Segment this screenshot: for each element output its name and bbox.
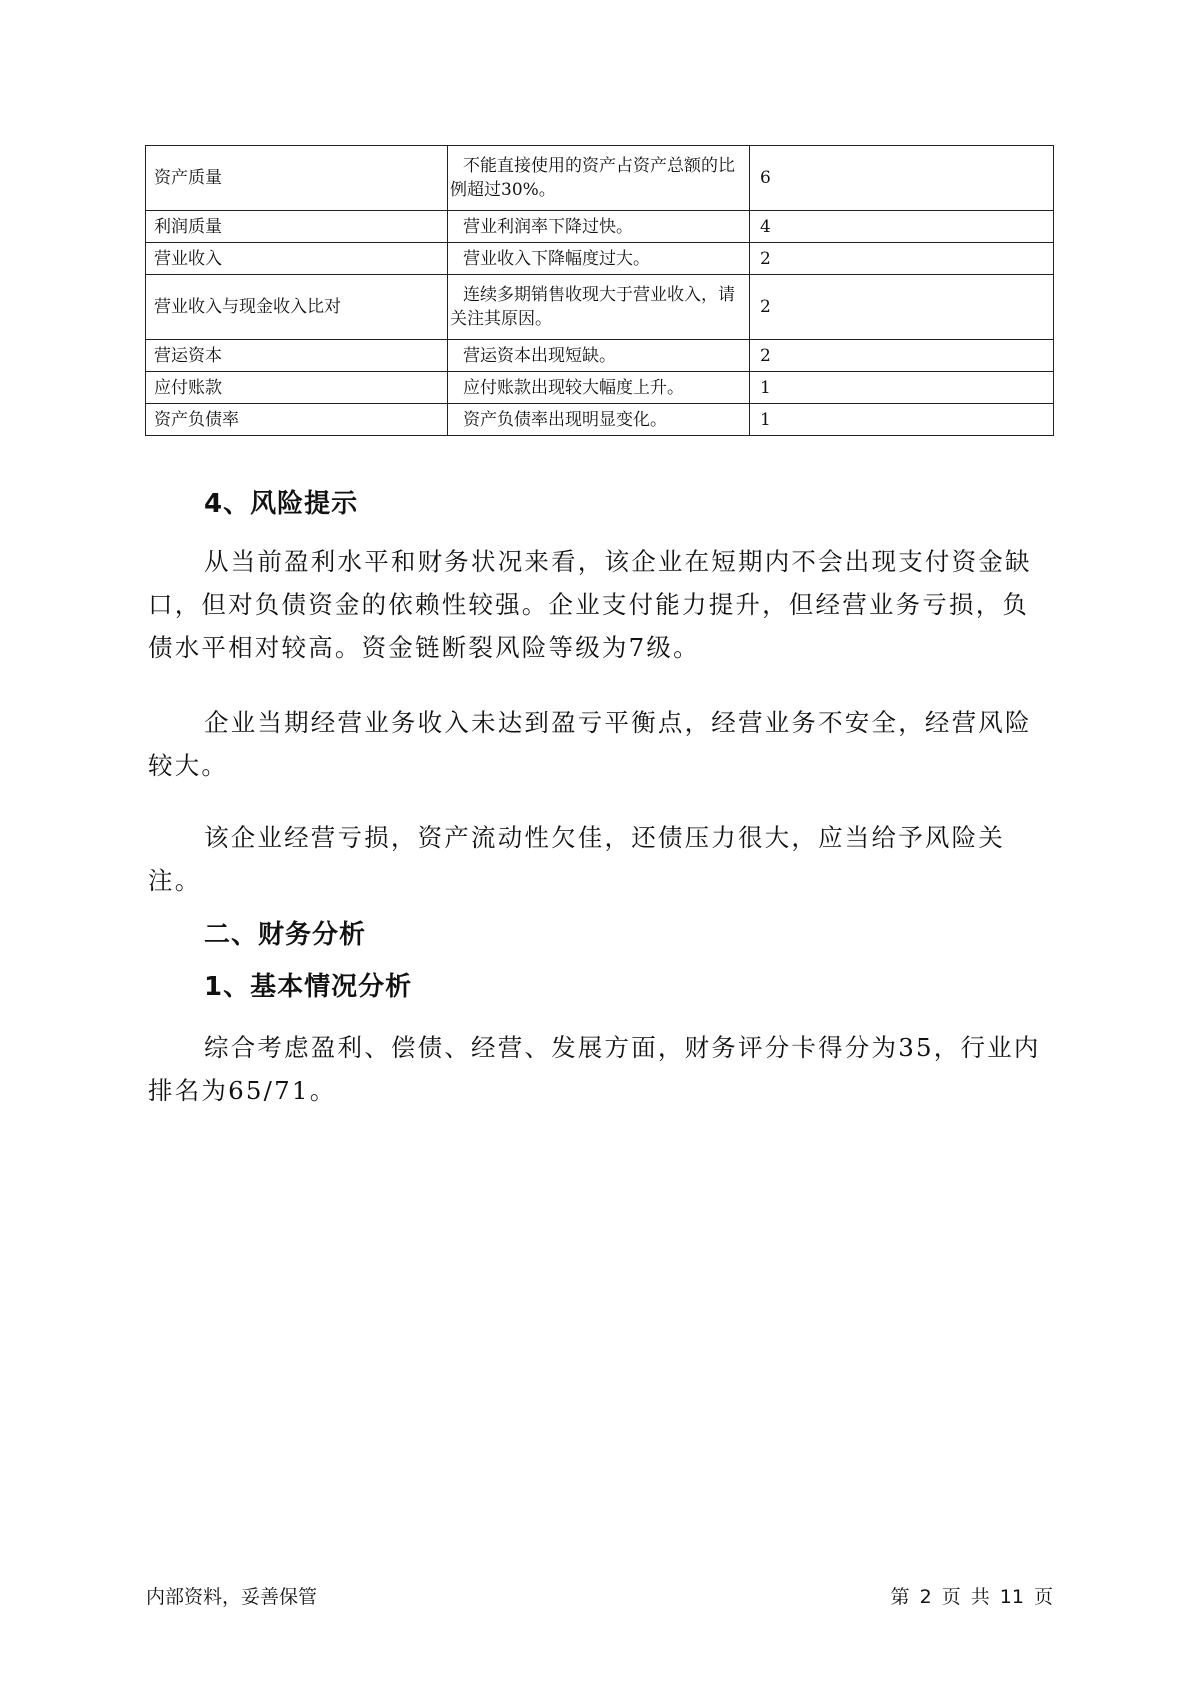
table-cell-item: 应付账款 — [146, 372, 448, 404]
table-cell-score: 1 — [750, 404, 1054, 436]
basic-analysis-paragraph: 综合考虑盈利、偿债、经营、发展方面，财务评分卡得分为35，行业内排名为65/71。 — [148, 1033, 1041, 1105]
table-cell-score: 2 — [750, 340, 1054, 372]
table-cell-score: 4 — [750, 211, 1054, 243]
table-cell-description: 不能直接使用的资产占资产总额的比例超过30%。 — [448, 146, 750, 211]
table-cell-score: 1 — [750, 372, 1054, 404]
section-heading-financial-analysis: 二、财务分析 — [204, 920, 367, 950]
table-cell-item: 营业收入与现金收入比对 — [146, 275, 448, 340]
risk-paragraph-1: 从当前盈利水平和财务状况来看，该企业在短期内不会出现支付资金缺口，但对负债资金的依赖性较强。企业支付能力提升，但经营业务亏损，负债水平相对较高。资金链断裂风险等级为7级。 — [148, 547, 1032, 662]
table-cell-description: 营业收入下降幅度过大。 — [448, 243, 750, 275]
risk-paragraph-3: 该企业经营亏损，资产流动性欠佳，还债压力很大，应当给予风险关注。 — [148, 823, 1005, 895]
table-cell-description: 连续多期销售收现大于营业收入，请关注其原因。 — [448, 275, 750, 340]
section-heading-risk-warning: 4、风险提示 — [204, 489, 359, 519]
table-cell-item: 利润质量 — [146, 211, 448, 243]
table-cell-score: 2 — [750, 275, 1054, 340]
table-cell-description: 营运资本出现短缺。 — [448, 340, 750, 372]
table-row — [146, 211, 1054, 243]
table-cell-item: 营业收入 — [146, 243, 448, 275]
table-cell-description: 应付账款出现较大幅度上升。 — [448, 372, 750, 404]
table-cell-item: 营运资本 — [146, 340, 448, 372]
table-cell-score: 6 — [750, 146, 1054, 211]
table-cell-description: 资产负债率出现明显变化。 — [448, 404, 750, 436]
table-row — [146, 340, 1054, 372]
table-row — [146, 146, 1054, 211]
table-cell-item: 资产负债率 — [146, 404, 448, 436]
table-row — [146, 372, 1054, 404]
risk-paragraph-2: 企业当期经营业务收入未达到盈亏平衡点，经营业务不安全，经营风险较大。 — [148, 708, 1032, 780]
table-row — [146, 404, 1054, 436]
subsection-heading-basic-analysis: 1、基本情况分析 — [204, 972, 413, 1002]
table-row — [146, 275, 1054, 340]
footer-confidential-note: 内部资料，妥善保管 — [146, 1586, 318, 1608]
risk-indicator-table — [145, 145, 1054, 436]
footer-page-number: 第 2 页 共 11 页 — [890, 1586, 1053, 1608]
table-cell-description: 营业利润率下降过快。 — [448, 211, 750, 243]
table-cell-item: 资产质量 — [146, 146, 448, 211]
table-row — [146, 243, 1054, 275]
table-cell-score: 2 — [750, 243, 1054, 275]
